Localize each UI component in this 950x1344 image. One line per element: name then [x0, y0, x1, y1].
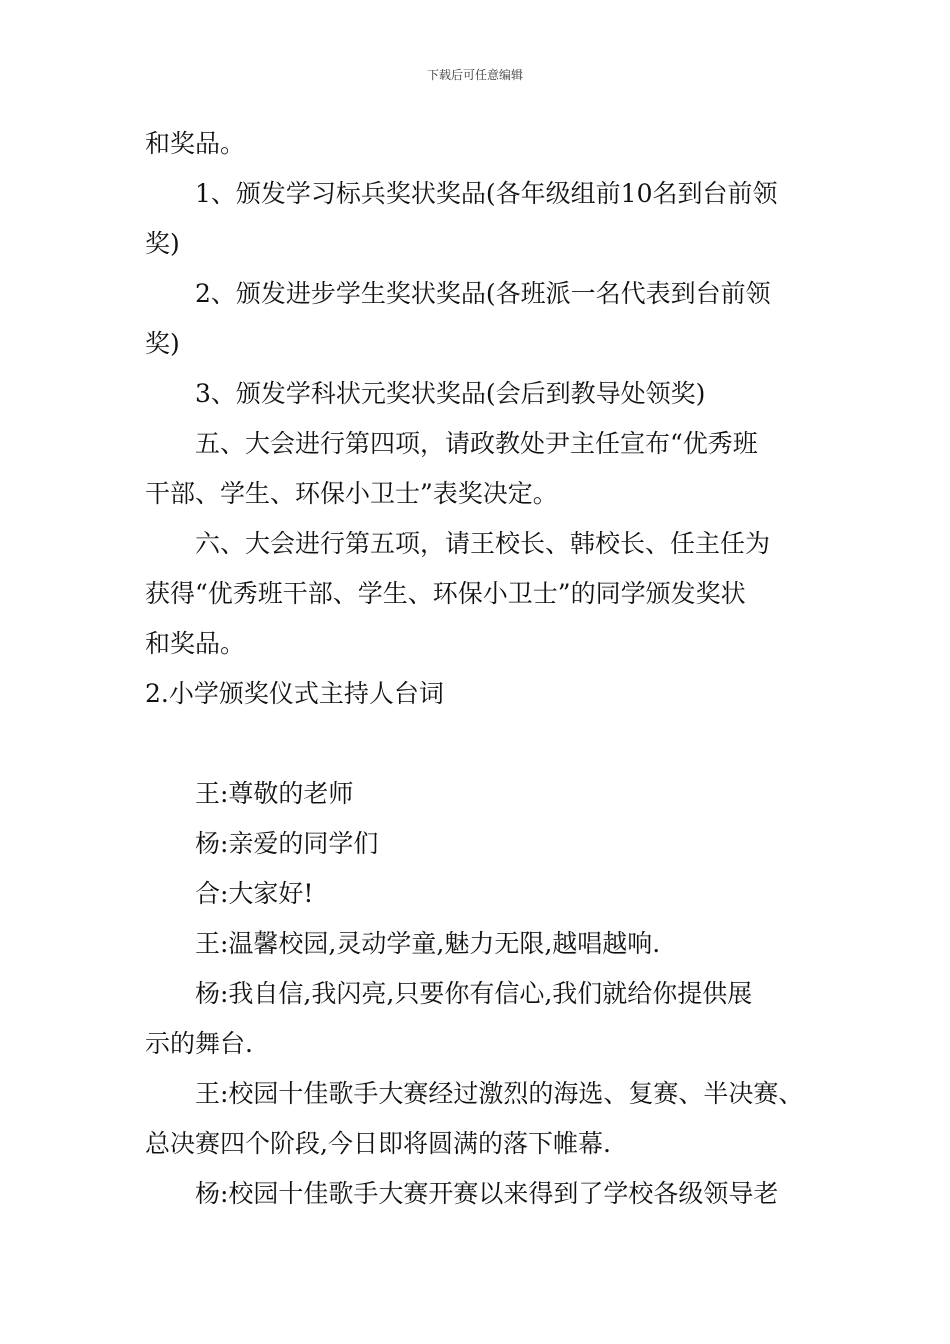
text-line: 六、大会进行第五项，请王校长、韩校长、任主任为 — [195, 529, 771, 558]
text-line: 2、颁发进步学生奖状奖品(各班派一名代表到台前领 — [195, 279, 771, 308]
page-header-note: 下载后可任意编辑 — [426, 68, 523, 82]
text-line: 王:校园十佳歌手大赛经过激烈的海选、复赛、半决赛、 — [195, 1079, 804, 1108]
text-line: 奖) — [145, 229, 180, 258]
text-line: 示的舞台. — [145, 1029, 253, 1058]
text-line: 五、大会进行第四项，请政教处尹主任宣布“优秀班 — [195, 429, 758, 458]
text-line: 1、颁发学习标兵奖状奖品(各年级组前10名到台前领 — [195, 179, 778, 208]
text-line: 杨:亲爱的同学们 — [195, 829, 379, 858]
text-line: 奖) — [145, 329, 180, 358]
text-line: 和奖品。 — [145, 629, 246, 658]
text-line: 杨:我自信,我闪亮,只要你有信心,我们就给你提供展 — [195, 979, 753, 1008]
text-line: 干部、学生、环保小卫士”表奖决定。 — [145, 479, 558, 508]
text-line: 和奖品。 — [145, 129, 246, 158]
text-line: 王:温馨校园,灵动学童,魅力无限,越唱越响. — [195, 929, 661, 958]
text-line: 总决赛四个阶段,今日即将圆满的落下帷幕. — [145, 1129, 611, 1158]
section-heading: 2.小学颁奖仪式主持人台词 — [145, 679, 444, 708]
text-line: 合:大家好! — [195, 879, 314, 908]
text-line: 杨:校园十佳歌手大赛开赛以来得到了学校各级领导老 — [195, 1179, 779, 1208]
text-line: 获得“优秀班干部、学生、环保小卫士”的同学颁发奖状 — [145, 579, 746, 608]
text-line: 王:尊敬的老师 — [195, 779, 354, 808]
text-line: 3、颁发学科状元奖状奖品(会后到教导处领奖) — [195, 379, 706, 408]
